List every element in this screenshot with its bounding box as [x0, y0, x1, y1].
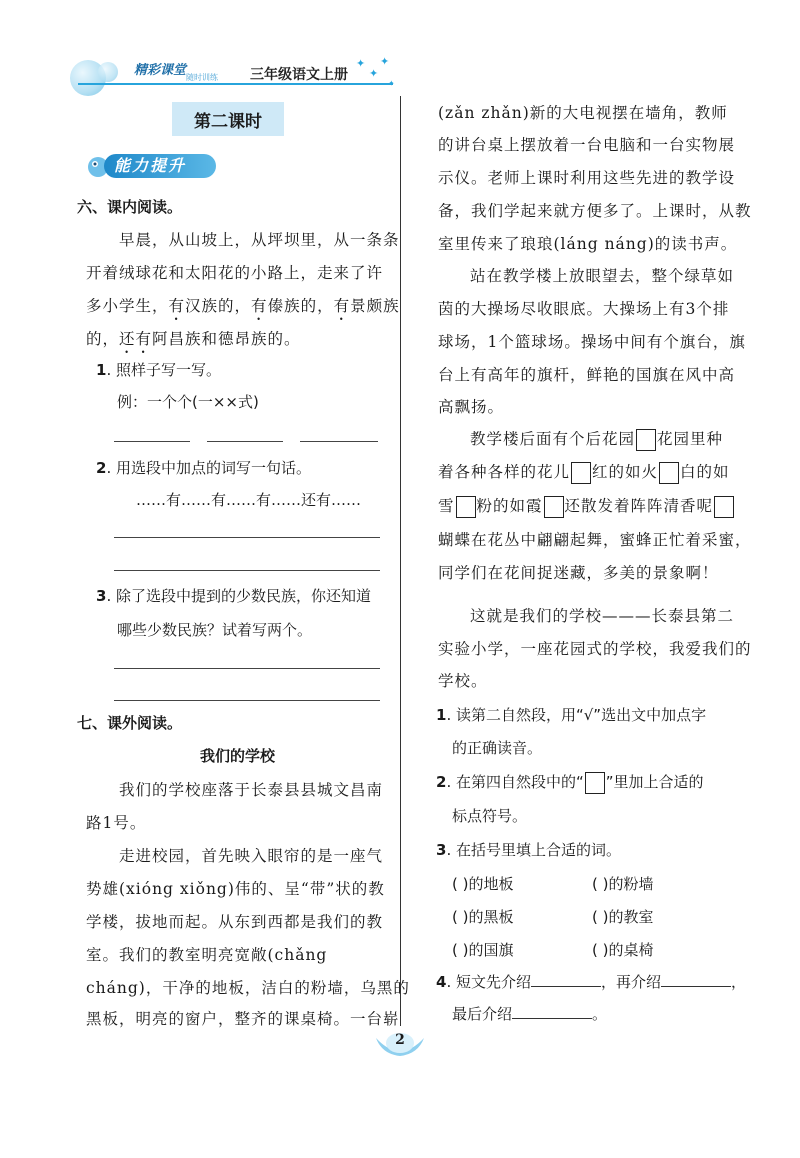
article-line: 学校。: [438, 672, 488, 690]
section6-title: 六、课内阅读。: [77, 198, 183, 216]
star-icon: ✦: [369, 67, 379, 80]
article-line: 势雄(xióng xiǒng)伟的、呈“带”状的教: [86, 880, 385, 898]
article-line: 高飘扬。: [438, 398, 505, 416]
answer-blank[interactable]: [300, 441, 378, 442]
question-r2-cont: 标点符号。: [452, 807, 528, 825]
example-text: 例：一个个(一××式): [117, 393, 259, 411]
section-heading: [84, 150, 224, 182]
punct-box-sample: [585, 772, 605, 794]
question-3: 3. 除了选段中提到的少数民族，你还知道: [96, 587, 371, 605]
article-line: 雪 粉的如霞 还散发着阵阵清香呢: [438, 490, 735, 523]
article-line: 示仪。老师上课时利用这些先进的教学设: [438, 169, 736, 187]
article-line: 这就是我们的学校———长泰县第二: [470, 607, 735, 625]
question-r1-cont: 的正确读音。: [452, 739, 543, 757]
punct-box[interactable]: [571, 462, 591, 484]
article-line: 我们的学校座落于长泰县县城文昌南: [119, 781, 384, 799]
pattern-text: ……有……有……有……还有……: [136, 491, 362, 509]
answer-blank[interactable]: [531, 970, 601, 987]
header-decor-circle: [98, 62, 118, 82]
punct-box[interactable]: [636, 429, 656, 451]
fill-blank[interactable]: ( )的黑板: [452, 908, 514, 926]
passage6-line: 的，还有阿昌族和德昂族的。: [86, 330, 301, 348]
article-line: 站在教学楼上放眼望去，整个绿草如: [470, 267, 735, 285]
question-r4-cont: 最后介绍 。: [452, 998, 607, 1030]
header-brand-sub: 随时训练: [186, 73, 218, 82]
page-number: 2: [395, 1032, 405, 1048]
question-r4: 4. 短文先介绍 ，再介绍 ，: [436, 966, 746, 998]
fill-blank[interactable]: ( )的桌椅: [592, 941, 654, 959]
fill-blank[interactable]: ( )的粉墙: [592, 875, 654, 893]
answer-line[interactable]: [114, 668, 380, 669]
article-line: 室。我们的教室明亮宽敞(chǎng: [86, 946, 328, 964]
star-icon: ✦: [380, 55, 390, 68]
book-title: 三年级语文上册: [250, 67, 348, 83]
punct-box[interactable]: [659, 462, 679, 484]
article-line: 学楼，拔地而起。从东到西都是我们的教: [86, 913, 384, 931]
question-1: 1. 照样子写一写。: [96, 361, 221, 379]
article-line: 备，我们学起来就方便多了。上课时，从教: [438, 202, 752, 220]
article-line: 茵的大操场尽收眼底。大操场上有3个排: [438, 300, 730, 318]
section-heading-label: 能力提升: [104, 154, 216, 178]
article-line: 同学们在花间捉迷藏，多美的景象啊！: [438, 564, 719, 582]
article-line: 实验小学，一座花园式的学校，我爱我们的: [438, 640, 752, 658]
answer-blank[interactable]: [207, 441, 283, 442]
article-line: 的讲台桌上摆放着一台电脑和一台实物展: [438, 136, 736, 154]
column-divider: [400, 96, 401, 1026]
question-3-cont: 哪些少数民族？试着写两个。: [117, 621, 313, 639]
question-2: 2. 用选段中加点的词写一句话。: [96, 459, 311, 477]
article-line: 球场，1个篮球场。操场中间有个旗台，旗: [438, 333, 746, 351]
passage6-line: 多小学生，有汉族的，有傣族的，有景颇族: [86, 297, 400, 315]
answer-line[interactable]: [114, 537, 380, 538]
answer-line[interactable]: [114, 700, 380, 701]
article-line: 教学楼后面有个后花园 花园里种: [470, 423, 723, 456]
article-line: 路1号。: [86, 814, 147, 832]
article-line: 着各种各样的花儿 红的如火 白的如: [438, 456, 730, 489]
lesson-title: 第二课时: [172, 102, 284, 136]
passage6-line: 开着绒球花和太阳花的小路上，走来了许: [86, 264, 384, 282]
fill-blank[interactable]: ( )的教室: [592, 908, 654, 926]
punct-box[interactable]: [544, 496, 564, 518]
question-r3: 3. 在括号里填上合适的词。: [436, 841, 621, 859]
article-title: 我们的学校: [200, 747, 276, 765]
article-line: cháng)，干净的地板，洁白的粉墙，乌黑的: [86, 979, 410, 997]
header-brand: 精彩课堂: [134, 63, 187, 78]
fill-blank[interactable]: ( )的国旗: [452, 941, 514, 959]
article-line: 走进校园，首先映入眼帘的是一座气: [119, 847, 384, 865]
star-icon: ✦: [356, 57, 366, 70]
article-line: 黑板，明亮的窗户，整齐的课桌椅。一台崭: [86, 1010, 400, 1028]
answer-blank[interactable]: [114, 441, 190, 442]
article-line: (zǎn zhǎn)新的大电视摆在墙角，教师: [438, 104, 728, 122]
answer-blank[interactable]: [661, 970, 731, 987]
star-icon: ✦: [388, 79, 395, 88]
article-line: 台上有高年的旗杆，鲜艳的国旗在风中高: [438, 366, 736, 384]
question-r2: 2. 在第四自然段中的“ ”里加上合适的: [436, 766, 704, 798]
fill-blank[interactable]: ( )的地板: [452, 875, 514, 893]
passage6-line: 早晨，从山坡上，从坪坝里，从一条条: [119, 231, 400, 249]
section7-title: 七、课外阅读。: [77, 714, 183, 732]
article-line: 蝴蝶在花丛中翩翩起舞，蜜蜂正忙着采蜜，: [438, 531, 752, 549]
answer-blank[interactable]: [512, 1002, 592, 1019]
answer-line[interactable]: [114, 570, 380, 571]
punct-box[interactable]: [714, 496, 734, 518]
punct-box[interactable]: [456, 496, 476, 518]
page-number-badge: [374, 1030, 426, 1060]
article-line: 室里传来了琅琅(láng náng)的读书声。: [438, 235, 738, 253]
question-r1: 1. 读第二自然段，用“√”选出文中加点字: [436, 706, 707, 724]
